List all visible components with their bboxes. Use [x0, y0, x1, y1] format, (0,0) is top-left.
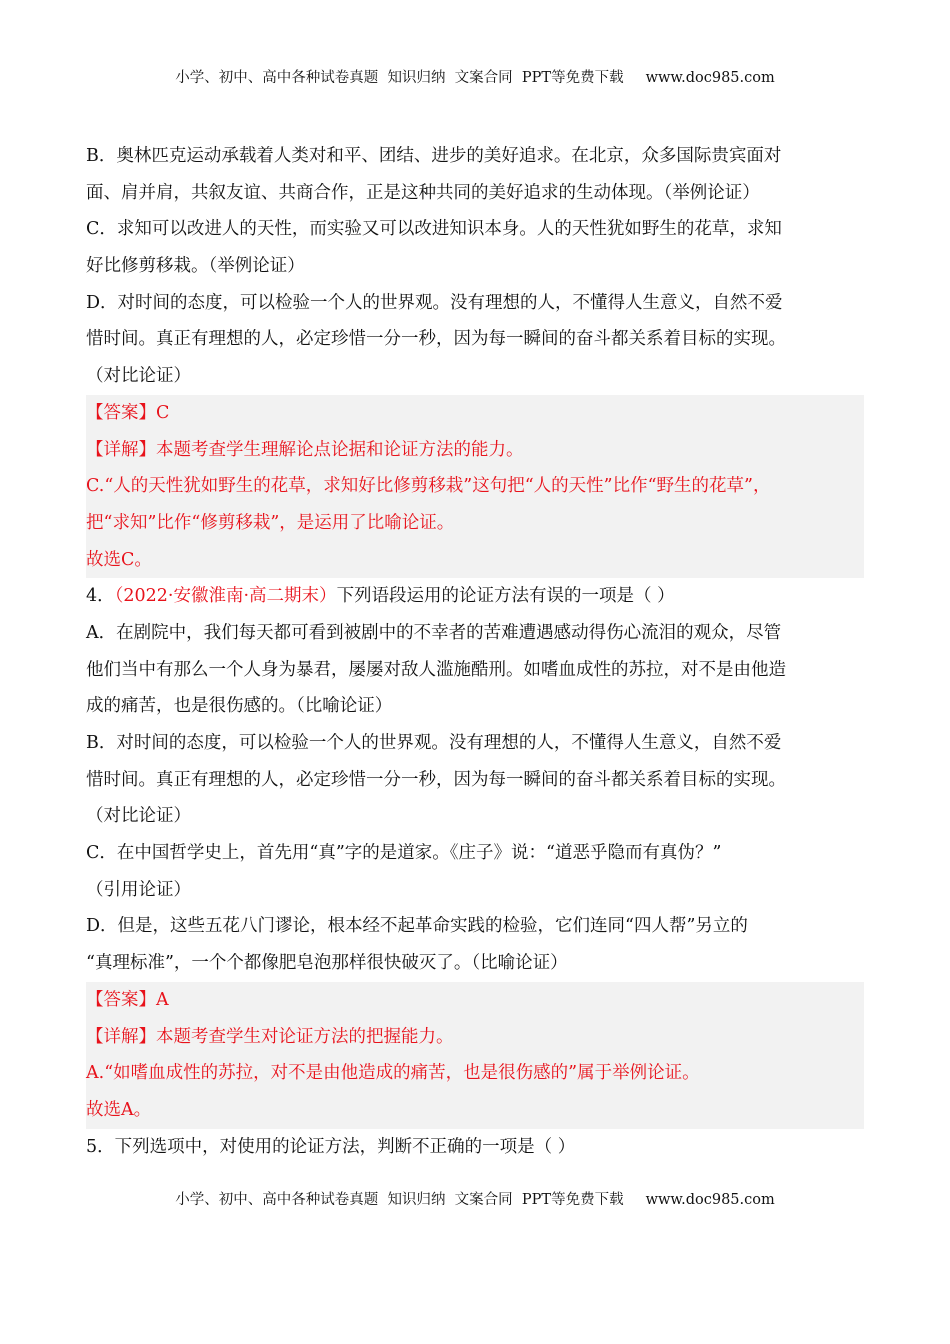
footer-site: www.doc985.com: [645, 1192, 775, 1208]
q4-detail: 【详解】本题考查学生对论证方法的把握能力。: [86, 1026, 454, 1047]
q3-option-b: B．奥林匹克运动承载着人类对和平、团结、进步的美好追求。在北京，众多国际贵宾面对: [86, 146, 782, 166]
header-text: 小学、初中、高中各种试卷真题 知识归纳 文案合同 PPT等免费下载: [175, 70, 624, 86]
page-header: [0, 66, 950, 87]
q4-choose: 故选A。: [86, 1099, 152, 1120]
q4-number: 4．: [86, 586, 115, 607]
q3-option-d: D．对时间的态度，可以检验一个人的世界观。没有理想的人，不懂得人生意义，自然不爱: [86, 292, 783, 313]
q4-stem-text: 下列语段运用的论证方法有误的一项是（ ）: [336, 586, 675, 607]
q4-option-b: 惜时间。真正有理想的人，必定珍惜一分一秒，因为每一瞬间的奋斗都关系着目标的实现。: [86, 769, 786, 790]
q4-option-d: D．但是，这些五花八门谬论，根本经不起革命实践的检验，它们连同“四人帮”另立的: [86, 916, 748, 937]
q3-explain: C.“人的天性犹如野生的花草，求知好比修剪移栽”这句把“人的天性”比作“野生的花草”，: [86, 476, 771, 497]
q4-explain: A.“如嗜血成性的苏拉，对不是由他造成的痛苦，也是很伤感的”属于举例论证。: [86, 1063, 700, 1084]
q4-stem: [86, 578, 876, 615]
q4-option-d: “真理标准”，一个个都像肥皂泡那样很快破灭了。（比喻论证）: [86, 953, 568, 974]
page-footer: [0, 1188, 950, 1209]
document-body: [86, 138, 876, 1165]
q4-option-a: A．在剧院中，我们每天都可看到被剧中的不幸者的苦难遭遇感动得伤心流泪的观众，尽管: [86, 622, 782, 643]
q3-option-d: 惜时间。真正有理想的人，必定珍惜一分一秒，因为每一瞬间的奋斗都关系着目标的实现。: [86, 329, 786, 350]
q5-stem: 5．下列选项中，对使用的论证方法，判断不正确的一项是（ ）: [86, 1136, 576, 1157]
q4-option-a: 他们当中有那么一个人身为暴君，屡屡对敌人滥施酷刑。如嗜血成性的苏拉，对不是由他造: [86, 659, 786, 680]
q3-option-c: C．求知可以改进人的天性，而实验又可以改进知识本身。人的天性犹如野生的花草，求知: [86, 219, 782, 240]
q4-source: （2022·安徽淮南·高二期末）: [114, 586, 337, 607]
footer-text: 小学、初中、高中各种试卷真题 知识归纳 文案合同 PPT等免费下载: [175, 1192, 624, 1208]
q4-option-c: （引用论证）: [86, 879, 191, 900]
q4-answer-box: [86, 982, 864, 1129]
q3-detail: 【详解】本题考查学生理解论点论据和论证方法的能力。: [86, 439, 524, 460]
q4-option-c: C．在中国哲学史上，首先用“真”字的是道家。《庄子》说：“道恶乎隐而有真伪？”: [86, 843, 722, 864]
q3-answer-box: [86, 395, 864, 578]
q3-option-b: 面、肩并肩，共叙友谊、共商合作，正是这种共同的美好追求的生动体现。（举例论证）: [86, 182, 760, 203]
header-site: www.doc985.com: [645, 70, 775, 86]
q3-option-d: （对比论证）: [86, 366, 191, 387]
q3-choose: 故选C。: [86, 549, 152, 570]
q4-option-b: B．对时间的态度，可以检验一个人的世界观。没有理想的人，不懂得人生意义，自然不爱: [86, 733, 782, 753]
q3-option-c: 好比修剪移栽。（举例论证）: [86, 256, 305, 277]
q4-option-b: （对比论证）: [86, 806, 191, 827]
q4-option-a: 成的痛苦，也是很伤感的。（比喻论证）: [86, 696, 393, 717]
q3-answer: 【答案】C: [86, 402, 170, 423]
q4-answer: 【答案】A: [86, 989, 169, 1010]
q3-explain: 把“求知”比作“修剪移栽”，是运用了比喻论证。: [86, 512, 455, 533]
